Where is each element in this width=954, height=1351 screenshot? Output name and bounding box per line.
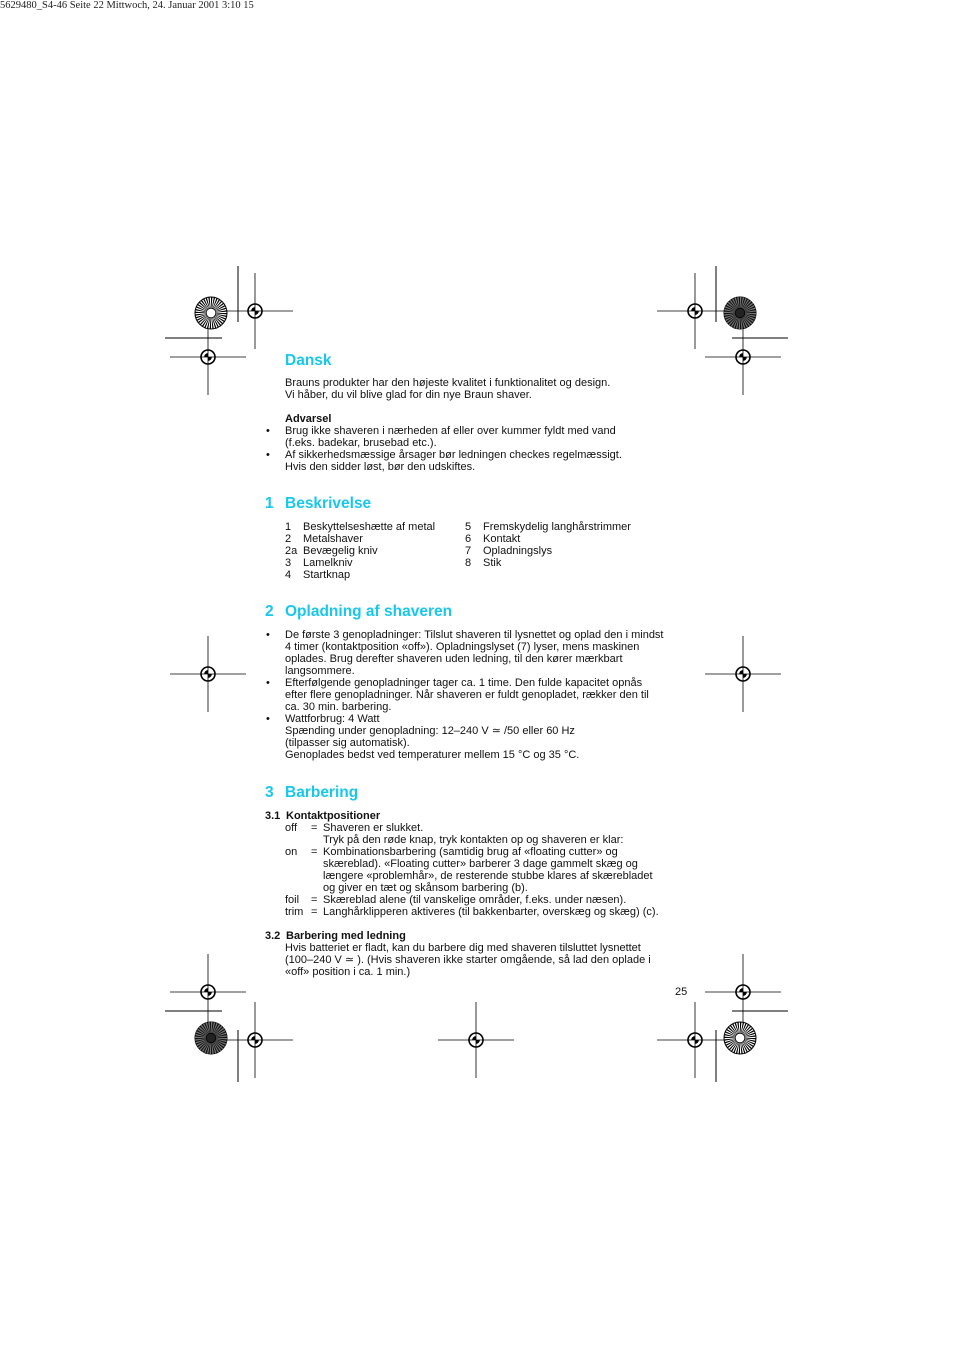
item-number: 2 [285, 533, 292, 545]
list-item [465, 557, 501, 569]
bullet-line: Wattforbrug: 4 Watt [285, 713, 380, 725]
item-number: 4 [285, 569, 292, 581]
section-title: Opladning af shaveren [285, 603, 453, 620]
registration-mark-icon [217, 1002, 293, 1078]
section-title: Barbering [285, 784, 359, 801]
bullet-line: efter flere genopladninger. Når shaveren er fuldt genopladet, rækker den til [285, 689, 649, 701]
item-label: Metalshaver [303, 533, 363, 545]
page-number: 25 [675, 986, 688, 998]
bullet-line: langsommere. [285, 665, 355, 677]
subsection-title: Kontaktpositioner [286, 810, 381, 822]
registration-mark-icon [217, 273, 293, 349]
bullet-line: Af sikkerhedsmæssige årsager bør ledningen checkes regelmæssigt. [285, 449, 622, 461]
item-number: 1 [285, 521, 292, 533]
registration-mark-icon [170, 954, 246, 1030]
body-line: «off» position i ca. 1 min.) [285, 966, 411, 978]
bullet-line: De første 3 genopladninger: Tilslut shaveren til lysnettet og oplad den i mindst [285, 629, 664, 641]
position-description: Tryk på den røde knap, tryk kontakten op og shaveren er klar: [323, 834, 624, 846]
item-number: 7 [465, 545, 472, 557]
bullet-line: Brug ikke shaveren i nærheden af eller over kummer fyldt med vand [285, 425, 616, 437]
bullet-icon: • [266, 425, 270, 437]
position-description: længere «problemhår», de resterende stubbe klares af skærebladet [323, 870, 653, 882]
section-1-heading [265, 495, 371, 513]
item-label: Kontakt [483, 533, 521, 545]
bullet-line: (f.eks. badekar, brusebad etc.). [285, 437, 437, 449]
item-label: Opladningslys [483, 545, 553, 557]
bullet-line: Genoplades bedst ved temperaturer mellem 15 °C og 35 °C. [285, 749, 580, 761]
bullet-icon: • [266, 449, 270, 461]
position-description: Langhårklipperen aktiveres (til bakkenbarter, overskæg og skæg) (c). [323, 906, 659, 918]
body-line: Hvis batteriet er fladt, kan du barbere dig med shaveren tilsluttet lysnettet [285, 942, 641, 954]
advarsel-heading: Advarsel [285, 413, 332, 425]
registration-mark-icon [170, 319, 246, 395]
item-number: 8 [465, 557, 472, 569]
registration-mark-icon [705, 954, 781, 1030]
equals-sign: = [311, 846, 318, 858]
subsection-3-1-heading [265, 810, 380, 822]
equals-sign: = [311, 894, 318, 906]
bullet-line: Hvis den sidder løst, bør den udskiftes. [285, 461, 476, 473]
section-number: 3 [265, 784, 274, 801]
position-description: skæreblad). «Floating cutter» barberer 3 dage gammelt skæg og [323, 858, 638, 870]
section-number: 2 [265, 603, 274, 620]
color-wheel-icon [195, 297, 227, 329]
item-label: Bevægelig kniv [303, 545, 378, 557]
color-wheel-icon [724, 1022, 756, 1054]
position-description: Skæreblad alene (til vanskelige områder, f.eks. under næsen). [323, 894, 627, 906]
bullet-line: oplades. Brug derefter shaveren uden ledning, til den kører mærkbart [285, 653, 623, 665]
bullet-icon: • [266, 629, 270, 641]
list-item [285, 569, 350, 581]
list-item [465, 545, 552, 557]
print-info: 5629480_S4-46 Seite 22 Mittwoch, 24. Januar 2001 3:10 15 [0, 0, 254, 11]
section-title: Beskrivelse [285, 495, 372, 512]
item-number: 2a [285, 545, 298, 557]
registration-mark-icon [657, 273, 733, 349]
bullet-line: Spænding under genopladning: 12–240 V ≃ /50 eller 60 Hz [285, 725, 575, 737]
registration-mark-icon [438, 1002, 514, 1078]
list-item [465, 521, 631, 533]
bullet-line: ca. 30 min. barbering. [285, 701, 392, 713]
position-key: off [285, 822, 298, 834]
intro-line: Vi håber, du vil blive glad for din nye Braun shaver. [285, 389, 532, 401]
intro-line: Brauns produkter har den højeste kvalitet i funktionalitet og design. [285, 377, 611, 389]
equals-sign: = [311, 906, 318, 918]
item-number: 3 [285, 557, 292, 569]
item-label: Lamelkniv [303, 557, 353, 569]
position-key: foil [285, 894, 300, 906]
position-key: trim [285, 906, 304, 918]
list-item [285, 533, 363, 545]
color-wheel-icon [724, 297, 756, 329]
bullet-line: 4 timer (kontaktposition «off»). Opladningslyset (7) lyser, mens maskinen [285, 641, 640, 653]
body-line: (100–240 V ≃ ). (Hvis shaveren ikke starter omgående, så lad den oplade i [285, 954, 651, 966]
list-item [285, 557, 353, 569]
bullet-icon: • [266, 713, 270, 725]
position-description: Kombinationsbarbering (samtidig brug af «floating cutter» og [323, 846, 618, 858]
subsection-number: 3.1 [265, 810, 281, 822]
position-key: on [285, 846, 298, 858]
subsection-number: 3.2 [265, 930, 281, 942]
item-label: Startknap [303, 569, 351, 581]
page-title: Dansk [285, 352, 332, 369]
section-number: 1 [265, 495, 274, 512]
bullet-line: Efterfølgende genopladninger tager ca. 1 time. Den fulde kapacitet opnås [285, 677, 643, 689]
section-2-heading [265, 603, 452, 621]
item-number: 5 [465, 521, 472, 533]
bullet-line: (tilpasser sig automatisk). [285, 737, 410, 749]
registration-mark-icon [705, 636, 781, 712]
list-item [285, 521, 435, 533]
section-3-heading [265, 784, 358, 802]
item-number: 6 [465, 533, 472, 545]
list-item [285, 545, 378, 557]
equals-sign: = [311, 822, 318, 834]
bullet-icon: • [266, 677, 270, 689]
item-label: Beskyttelseshætte af metal [303, 521, 436, 533]
subsection-title: Barbering med ledning [286, 930, 406, 942]
position-description: og giver en tæt og skånsom barbering (b). [323, 882, 528, 894]
item-label: Fremskydelig langhårstrimmer [483, 521, 631, 533]
registration-mark-icon [170, 636, 246, 712]
subsection-3-2-heading [265, 930, 406, 942]
item-label: Stik [483, 557, 502, 569]
list-item [465, 533, 520, 545]
color-wheel-icon [195, 1022, 227, 1054]
position-description: Shaveren er slukket. [323, 822, 424, 834]
registration-mark-icon [705, 319, 781, 395]
registration-mark-icon [657, 1002, 733, 1078]
